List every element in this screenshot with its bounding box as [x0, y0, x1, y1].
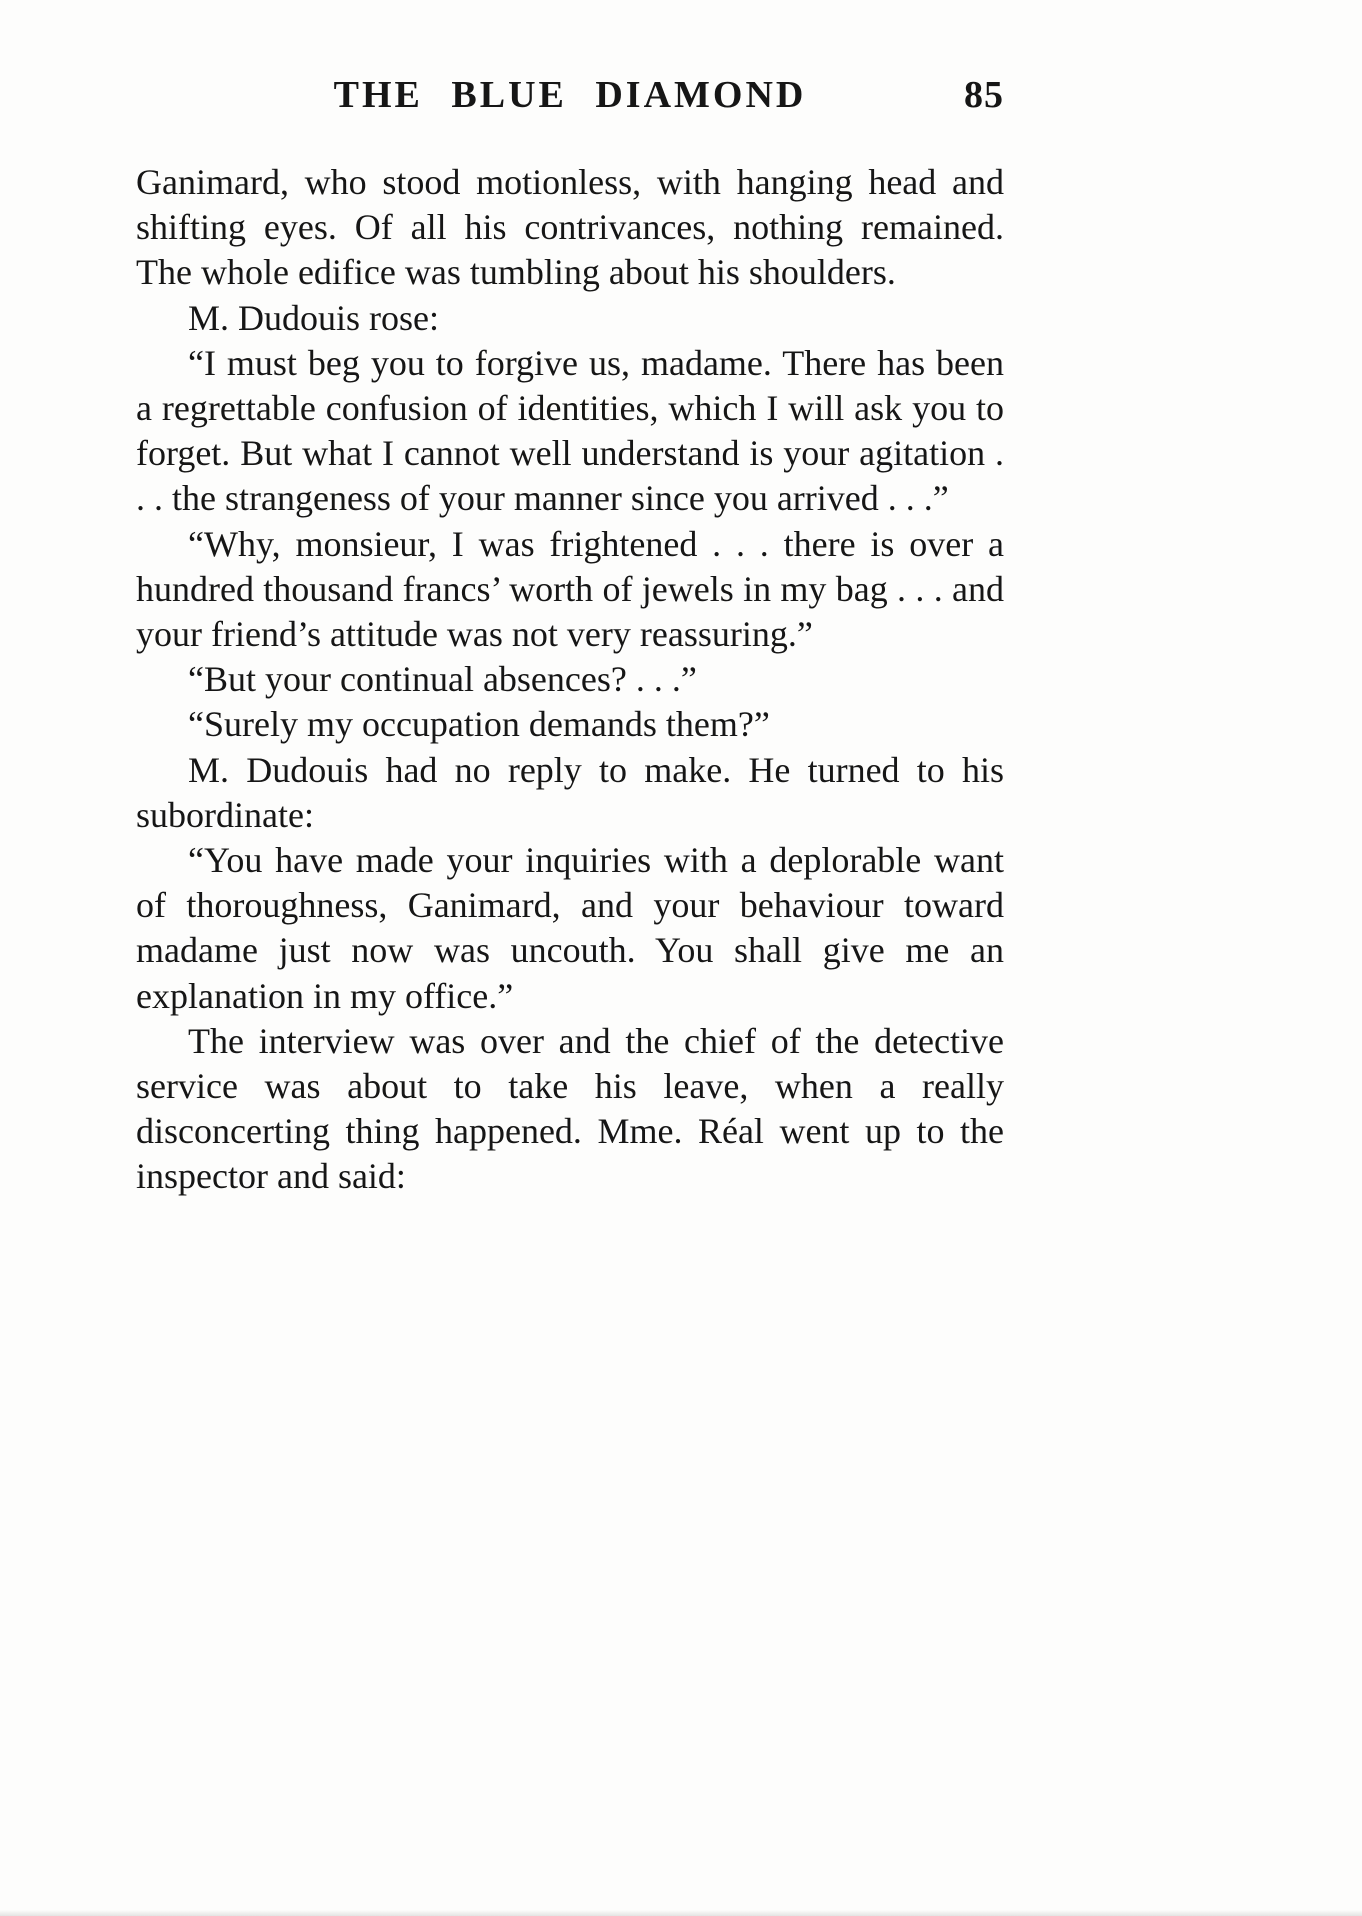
- paragraph: The interview was over and the chief of the detective service was about to take his leave, when a really disconcerting thing happened. Mme. Réal went up to the inspector and said:: [136, 1020, 1004, 1197]
- paragraph: Ganimard, who stood motionless, with hanging head and shifting eyes. Of all his contrivances, nothing remained. The whole edifice was tumbling about his shoulders.: [136, 162, 1004, 293]
- scan-edge-shadow: [0, 1910, 1362, 1916]
- text-block: [136, 72, 1004, 1200]
- paragraph: M. Dudouis rose:: [188, 297, 439, 338]
- running-header: [136, 72, 1004, 118]
- paragraph: “I must beg you to forgive us, madame. There has been a regrettable confusion of identities, which I will ask you to forget. But what I cannot well understand is your agitation . . . the strangeness of your manner since you arrived . . .”: [136, 342, 1004, 519]
- paragraph: “You have made your inquiries with a deplorable want of thoroughness, Ganimard, and your behaviour toward madame just now was uncouth. You shall give me an explanation in my office.”: [136, 840, 1004, 1016]
- page-number: 85: [964, 74, 1004, 116]
- paragraph: “But your continual absences? . . .”: [188, 659, 697, 700]
- page-title: THE BLUE DIAMOND: [333, 74, 807, 116]
- paragraph: M. Dudouis had no reply to make. He turned to his subordinate:: [136, 749, 1004, 835]
- paragraph: “Why, monsieur, I was frightened . . . there is over a hundred thousand francs’ worth of jewels in my bag . . . and your friend’s attitude was not very reassuring.”: [136, 523, 1004, 655]
- paragraph: “Surely my occupation demands them?”: [188, 704, 770, 745]
- body-text: [136, 160, 1004, 1200]
